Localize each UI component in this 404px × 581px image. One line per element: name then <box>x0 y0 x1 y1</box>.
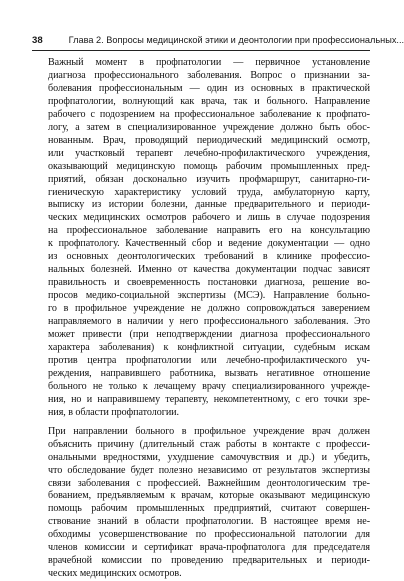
text-line: Важный момент в профпатологии — первичное установление <box>48 57 370 68</box>
text-line: ческих медицинских осмотров. <box>48 568 182 580</box>
chapter-title: Глава 2. Вопросы медицинской этики и деонтологии при профессиональных... <box>68 35 404 45</box>
page-number: 38 <box>32 35 43 46</box>
text-line: ствование знаний в области профпатологии. В настоящее время не- <box>48 516 370 528</box>
text-line: гиеническую характеристику условий труда, амбулаторную карту, <box>48 186 370 198</box>
text-line: рабочего с подозрением на профессиональное заболевание к профпато- <box>48 108 370 120</box>
text-line: связи заболевания с профессией. Важнейшим деонтологическим тре- <box>48 477 370 489</box>
text-line: ональными вредностями, ухудшение самочувствия и др.) и убедить, <box>48 451 370 463</box>
text-line: нованным. Врач, проводящий периодический медицинский осмотр, <box>48 134 370 146</box>
text-line: ческих медицинских осмотров рабочего и лишь в случае подозрения <box>48 212 370 224</box>
text-line: на профессиональное заболевание направить его на консультацию <box>48 225 370 237</box>
paragraph <box>32 57 370 420</box>
text-line: приятий, обязан досконально изучить профмаршрут, санитарно-ги- <box>48 173 370 185</box>
text-line: профпатологии, волнующий как врача, так и больного. Направление <box>48 95 370 107</box>
text-line: ния, но и направившему терапевту, некомпетентному, с его точки зре- <box>48 393 370 405</box>
text-line: правильность и своевременность постановки диагноза, решение во- <box>48 277 370 289</box>
text-line: что обследование будет полезно независимо от результатов экспертизы <box>48 464 370 476</box>
text-line: просов медико-социальной экспертизы (МСЭ). Направление больно- <box>48 290 370 302</box>
text-line: направляемого в наличии у него профессионального заболевания. Это <box>48 316 370 328</box>
text-line: объяснить причину (длительный стаж работы в контакте с професси- <box>48 438 370 450</box>
text-line: ния, в области профпатологии. <box>48 406 179 418</box>
text-line: болевания профессиональным — один из основных в практической <box>48 82 370 94</box>
text-line: из основных деонтологических требований в клинике профессио- <box>48 251 370 263</box>
text-line: го в профильное учреждение не должно сопровождаться заверением <box>48 303 370 315</box>
text-line: бованием, предъявляемым к врачам, которые оказывают медицинскую <box>48 490 370 502</box>
body-text <box>32 57 370 581</box>
text-line: нальных болезней. Именно от качества документации подчас зависят <box>48 264 370 276</box>
text-line: врачебной комиссии по проведению предварительных и периоди- <box>48 555 370 567</box>
text-line: оказывающий медицинскую помощь рабочим промышленных пред- <box>48 160 370 172</box>
text-line: обходимы усовершенствование по профессиональной патологии для <box>48 529 370 541</box>
paragraph <box>32 426 370 581</box>
text-line: больного не только к лечащему врачу специализированного учрежде- <box>48 380 370 392</box>
text-line: характера заболевания) к конфликтной ситуации, судебным искам <box>48 341 370 353</box>
text-line: или участковый терапевт лечебно-профилактического учреждения, <box>48 147 370 159</box>
text-line: диагноза профессионального заболевания. Вопрос о признании за- <box>48 69 370 81</box>
running-header <box>32 35 404 48</box>
text-line: выписку из истории болезни, данные предварительного и периоди- <box>48 199 370 211</box>
text-line: При направлении больного в профильное учреждение врач должен <box>48 425 370 437</box>
text-line: членов комиссии и сертификат врача-профпатолога для председателя <box>48 542 370 554</box>
header-rule <box>32 50 370 51</box>
text-line: к профпатологу. Качественный сбор и ведение документации — одно <box>48 238 370 250</box>
text-line: против центра профпатологии или лечебно-профилактического уч- <box>48 354 370 366</box>
text-line: может привести (при неподтверждении диагноза профессионального <box>48 329 370 341</box>
text-line: логу, а затем в специализированное учреждение должно быть обос- <box>48 121 370 133</box>
text-line: реждения, направившего работника, вызвать негативное отношение <box>48 367 370 379</box>
text-line: помощь рабочим промышленных предприятий, считают совершен- <box>48 503 370 515</box>
